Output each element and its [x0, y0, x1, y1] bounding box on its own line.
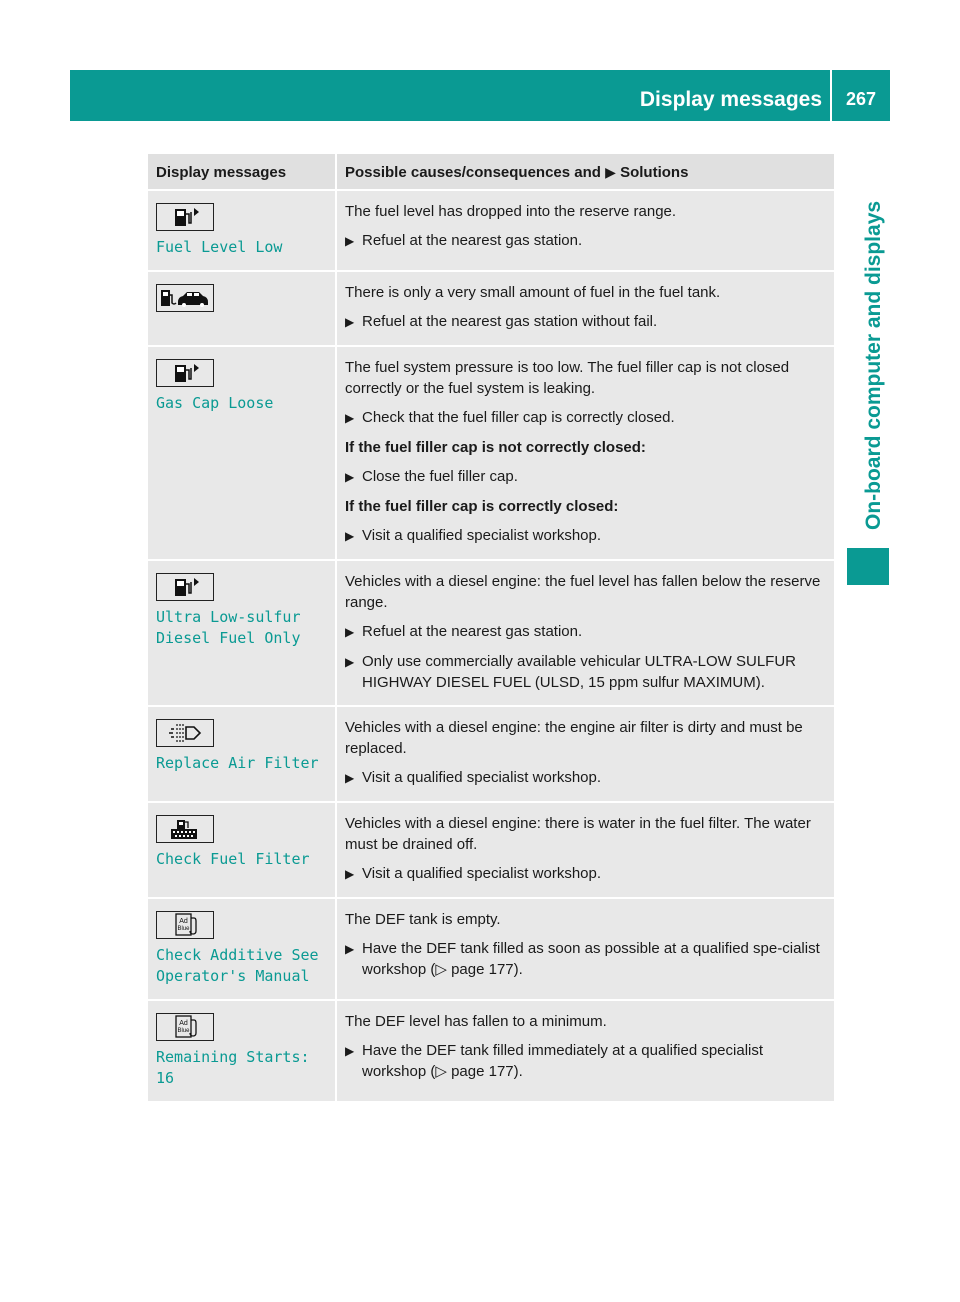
display-message-cell [148, 1000, 336, 1101]
solution-step-text: Check that the fuel filler cap is correctly closed. [362, 409, 675, 426]
condition-heading: If the fuel filler cap is correctly closed: [345, 498, 619, 515]
cause-text: The DEF level has fallen to a minimum. [345, 1013, 607, 1030]
cause-text: Vehicles with a diesel engine: the fuel level has fallen below the reserve range. [345, 573, 821, 611]
solution-step [345, 466, 826, 488]
page-section-title: Display messages [639, 88, 822, 111]
column-header-causes-text: Possible causes/consequences and [345, 163, 601, 181]
display-message-text: Fuel Level Low [156, 238, 283, 256]
step-arrow-icon: ▶ [345, 234, 355, 248]
step-arrow-icon: ▶ [345, 470, 355, 484]
air-filter-icon [156, 719, 214, 747]
display-message-cell [148, 706, 336, 802]
solution-step [345, 938, 826, 980]
table-header-row [148, 154, 834, 190]
solution-step-text: Only use commercially available vehicular ULTRA-LOW SULFUR HIGHWAY DIESEL FUEL (ULSD, 15 ppm sulfur MAXIMUM). [362, 653, 797, 691]
solution-step [345, 1040, 826, 1082]
solution-step-text: Refuel at the nearest gas station. [362, 232, 583, 249]
step-arrow-icon: ▶ [345, 315, 355, 329]
solution-step-text: Have the DEF tank filled as soon as possible at a qualified spe-cialist workshop (▷ page 177). [362, 940, 820, 978]
cause-text: There is only a very small amount of fuel in the fuel tank. [345, 284, 721, 301]
display-message-text: Check Fuel Filter [156, 850, 310, 868]
page-number: 267 [845, 89, 877, 109]
display-messages-table [148, 154, 834, 1101]
display-message-cell [148, 190, 336, 271]
step-arrow-icon: ▶ [345, 411, 355, 425]
cause-text: The fuel system pressure is too low. The fuel filler cap is not closed correctly or the fuel system is leaking. [345, 359, 790, 397]
svg-text:Blue: Blue [177, 1028, 190, 1034]
fuel-pump-icon [156, 359, 214, 387]
column-header-display-messages: Display messages [148, 154, 336, 190]
solution-arrow-icon: ▶ [605, 163, 616, 180]
solution-step [345, 311, 826, 333]
display-message-cell [148, 802, 336, 898]
solution-step [345, 767, 826, 789]
causes-solutions-cell [336, 271, 834, 346]
cause-text: The DEF tank is empty. [345, 911, 501, 928]
display-message-cell [148, 346, 336, 560]
chapter-side-tab: On-board computer and displays [862, 200, 885, 530]
causes-solutions-cell [336, 346, 834, 560]
fuel-pump-icon [156, 203, 214, 231]
display-message-text: Check Additive See Operator's Manual [156, 946, 319, 985]
cause-text: The fuel level has dropped into the reserve range. [345, 203, 677, 220]
causes-solutions-cell [336, 190, 834, 271]
display-message-cell [148, 560, 336, 706]
solution-step [345, 621, 826, 643]
table-row [148, 346, 834, 560]
table-row [148, 898, 834, 1000]
svg-text:Blue: Blue [177, 926, 190, 932]
table-row [148, 190, 834, 271]
causes-solutions-cell [336, 1000, 834, 1101]
solution-step [345, 407, 826, 429]
display-message-text: Gas Cap Loose [156, 394, 274, 412]
solution-step-text: Have the DEF tank filled immediately at a qualified specialist workshop (▷ page 177). [362, 1042, 764, 1080]
fuel-pump-car-icon [156, 284, 214, 312]
adblue-icon [156, 911, 214, 939]
page-header-bar [70, 70, 890, 121]
table-row [148, 802, 834, 898]
solution-step [345, 230, 826, 252]
step-arrow-icon: ▶ [345, 529, 355, 543]
display-message-cell [148, 271, 336, 346]
step-arrow-icon: ▶ [345, 1044, 355, 1058]
svg-text:Ad: Ad [179, 918, 188, 925]
causes-solutions-cell [336, 560, 834, 706]
step-arrow-icon: ▶ [345, 867, 355, 881]
svg-text:Ad: Ad [179, 1020, 188, 1027]
cause-text: Vehicles with a diesel engine: the engine air filter is dirty and must be replaced. [345, 719, 803, 757]
step-arrow-icon: ▶ [345, 655, 355, 669]
condition-heading: If the fuel filler cap is not correctly closed: [345, 439, 646, 456]
column-header-solutions-text: Solutions [620, 163, 689, 181]
step-arrow-icon: ▶ [345, 625, 355, 639]
solution-step-text: Visit a qualified specialist workshop. [362, 769, 602, 786]
cause-text: Vehicles with a diesel engine: there is water in the fuel filter. The water must be drained off. [345, 815, 811, 853]
solution-step-text: Visit a qualified specialist workshop. [362, 527, 602, 544]
causes-solutions-cell [336, 706, 834, 802]
solution-step [345, 525, 826, 547]
header-divider [830, 70, 832, 121]
causes-solutions-cell [336, 802, 834, 898]
table-row [148, 560, 834, 706]
step-arrow-icon: ▶ [345, 771, 355, 785]
display-message-text: Remaining Starts: 16 [156, 1048, 310, 1087]
table-row [148, 706, 834, 802]
display-message-text: Ultra Low-sulfur Diesel Fuel Only [156, 608, 301, 647]
table-row [148, 1000, 834, 1101]
causes-solutions-cell [336, 898, 834, 1000]
fuel-pump-icon [156, 573, 214, 601]
solution-step-text: Refuel at the nearest gas station. [362, 623, 583, 640]
solution-step-text: Refuel at the nearest gas station without fail. [362, 313, 658, 330]
solution-step [345, 863, 826, 885]
display-message-text: Replace Air Filter [156, 754, 319, 772]
chapter-marker [847, 548, 889, 585]
adblue-icon [156, 1013, 214, 1041]
solution-step-text: Close the fuel filler cap. [362, 468, 518, 485]
table-row [148, 271, 834, 346]
solution-step-text: Visit a qualified specialist workshop. [362, 865, 602, 882]
display-message-cell [148, 898, 336, 1000]
column-header-causes-solutions [336, 154, 834, 190]
solution-step [345, 651, 826, 693]
fuel-filter-water-icon [156, 815, 214, 843]
step-arrow-icon: ▶ [345, 942, 355, 956]
